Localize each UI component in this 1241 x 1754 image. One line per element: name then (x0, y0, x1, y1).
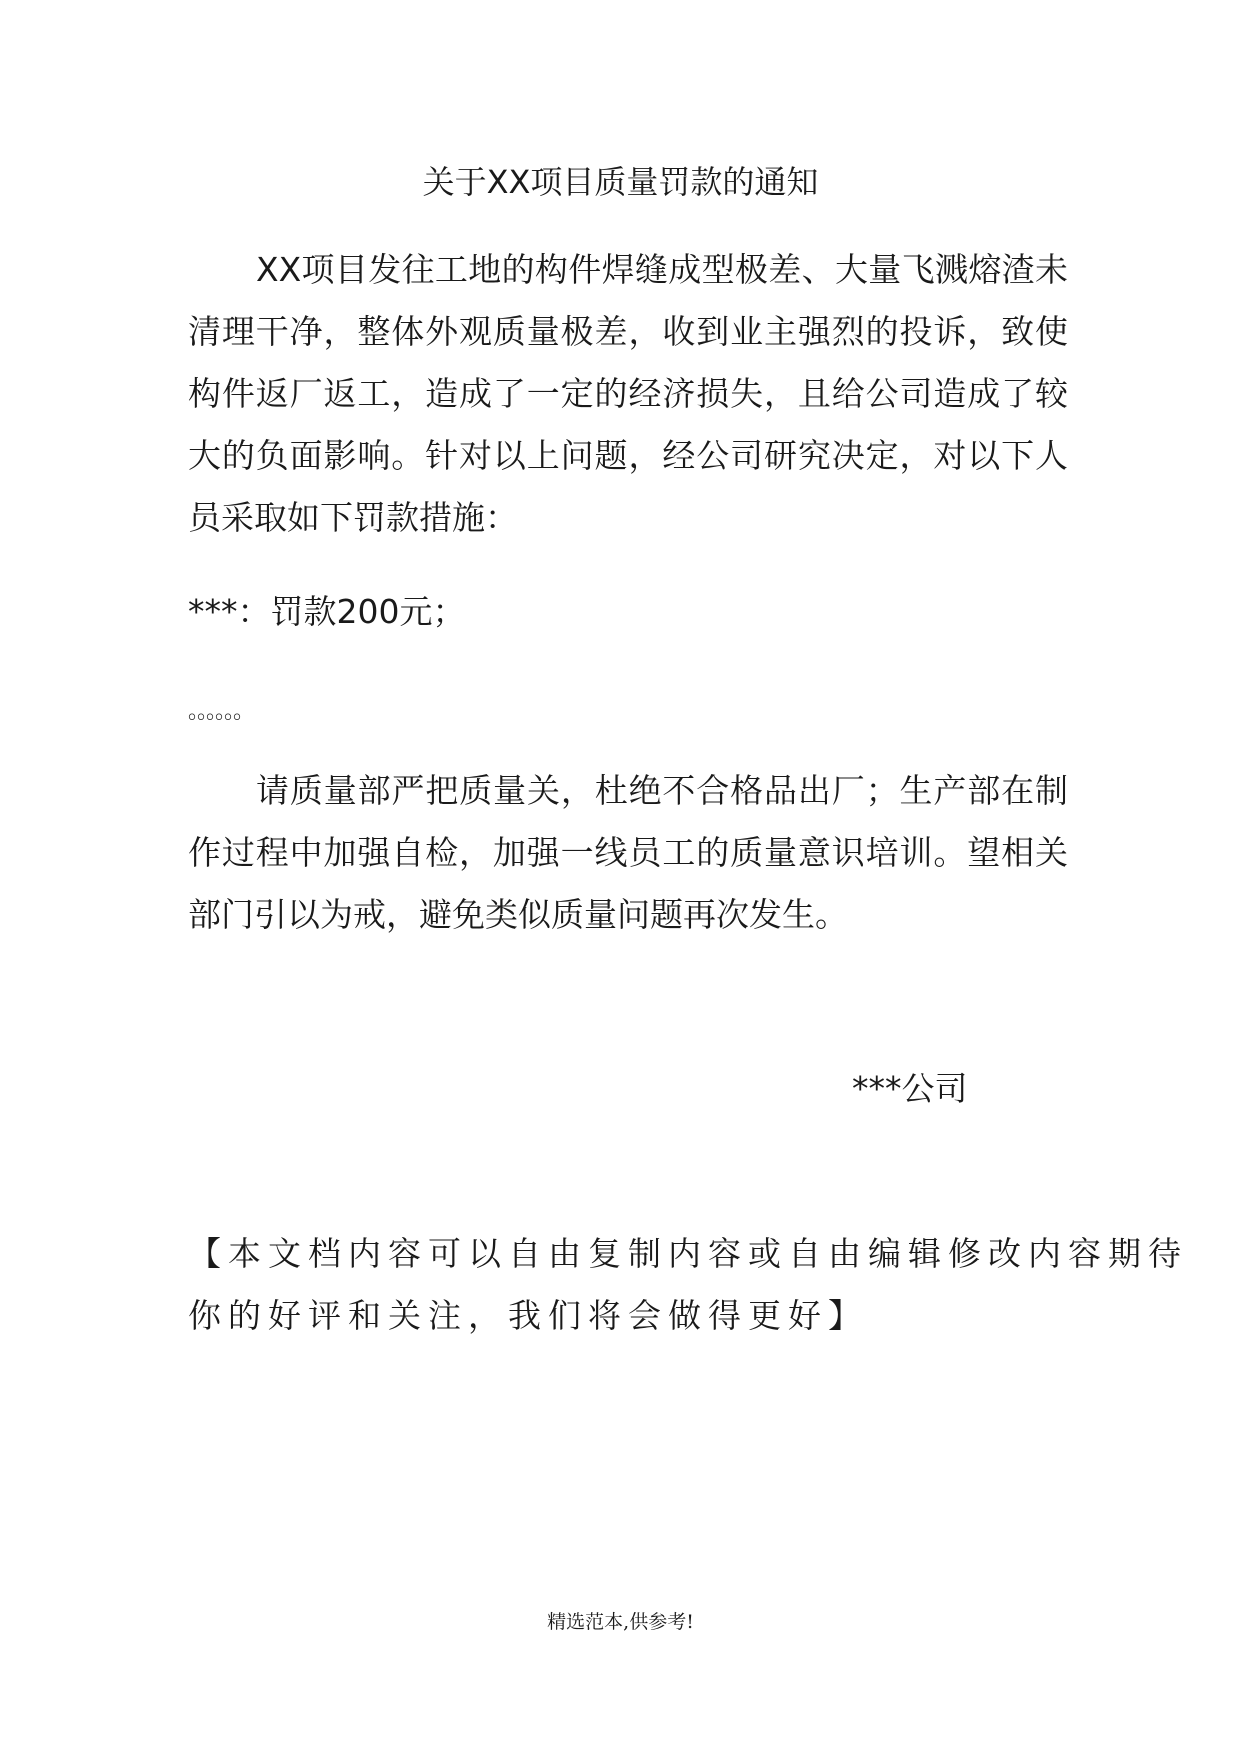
penalty-item: ***：罚款200元； (188, 592, 466, 631)
paragraph-line: 请质量部严把质量关，杜绝不合格品出厂；生产部在制 (256, 771, 1068, 810)
paragraph-line: 员采取如下罚款措施： (188, 498, 518, 537)
notice-line: 【本文档内容可以自由复制内容或自由编辑修改内容期待 (188, 1234, 1188, 1273)
page-footer: 精选范本,供参考! (547, 1611, 694, 1633)
notice-line: 你的好评和关注，我们将会做得更好】 (188, 1296, 868, 1335)
paragraph-line: 作过程中加强自检，加强一线员工的质量意识培训。望相关 (188, 833, 1068, 872)
document-title: 关于XX项目质量罚款的通知 (422, 163, 819, 201)
paragraph-line: 大的负面影响。针对以上问题，经公司研究决定，对以下人 (188, 436, 1068, 475)
paragraph-line: 清理干净，整体外观质量极差，收到业主强烈的投诉，致使 (188, 312, 1068, 351)
paragraph-line: 构件返厂返工，造成了一定的经济损失，且给公司造成了较 (188, 374, 1068, 413)
signature-company: ***公司 (852, 1069, 968, 1108)
paragraph-line: XX项目发往工地的构件焊缝成型极差、大量飞溅熔渣未 (256, 250, 1068, 289)
ellipsis-placeholder: 。。。。。。 (188, 699, 254, 724)
paragraph-line: 部门引以为戒，避免类似质量问题再次发生。 (188, 895, 848, 934)
